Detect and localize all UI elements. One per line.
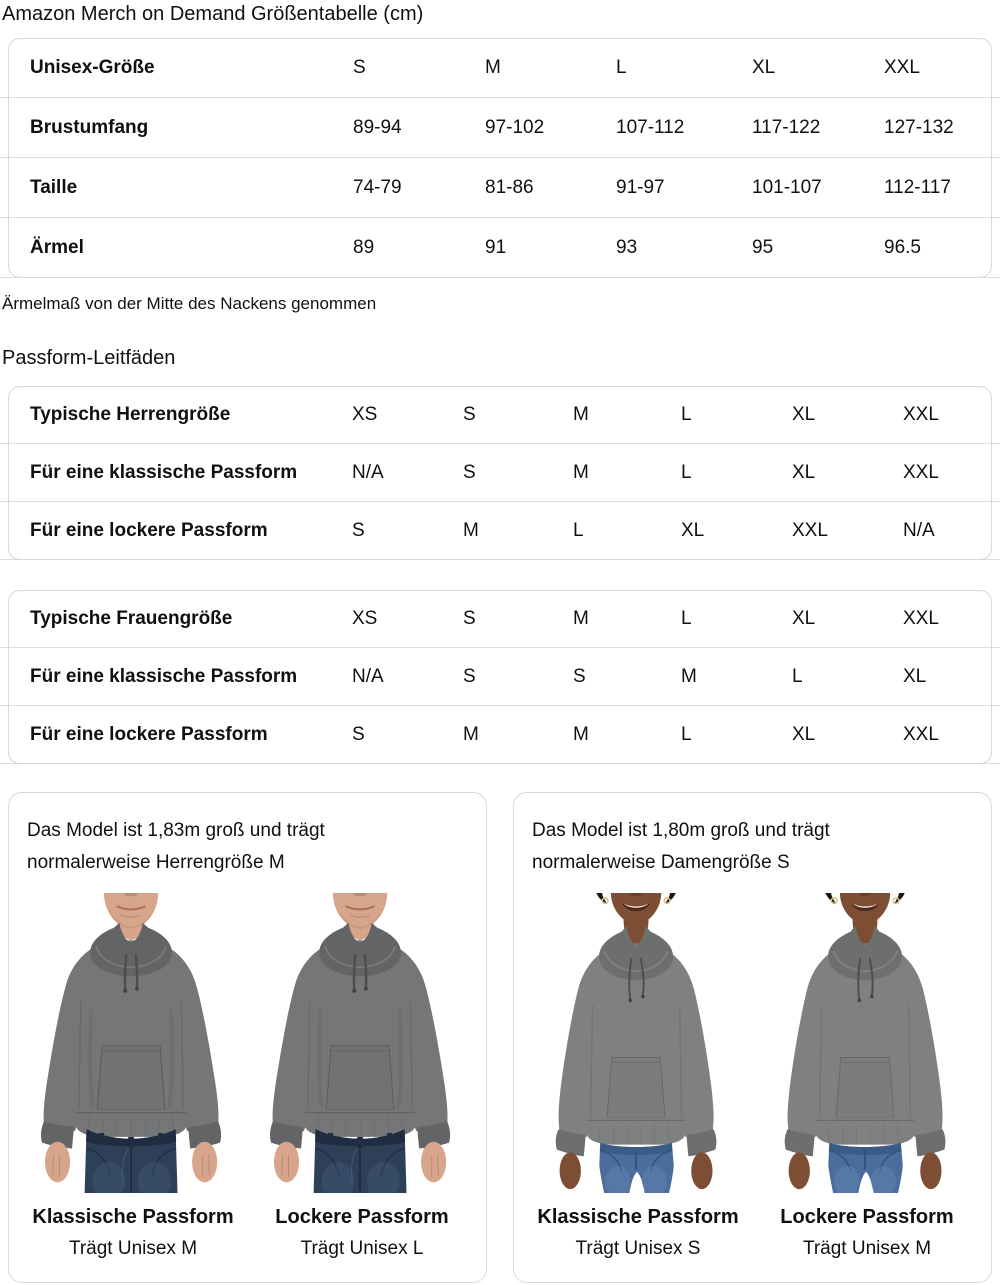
description-line: normalerweise Herrengröße M [27,852,285,873]
value-cell: S [352,723,365,745]
value-cell: M [681,665,697,687]
card-description [27,815,468,879]
row-label: Taille [30,176,78,198]
size-cell: XL [752,56,776,78]
value-cell: M [573,723,589,745]
value-cell: S [573,665,586,687]
caption-loose-fit [256,1205,468,1260]
fit-label: Lockere Passform [275,1206,449,1228]
size-cell: XXL [884,56,920,78]
value-cell: L [573,519,584,541]
table-row [0,502,1000,560]
value-cell: XL [792,461,816,483]
value-cell: L [681,607,692,629]
row-label: Brustumfang [30,116,149,138]
fit-guides-heading: Passform-Leitfäden [2,347,176,369]
table-row [0,98,1000,158]
photo-captions [532,1205,973,1260]
value-cell: 81-86 [485,176,534,198]
model-photo-female-loose-fit [761,893,973,1193]
row-label: Für eine klassische Passform [30,461,298,483]
card-description [532,815,973,879]
value-cell: 107-112 [616,116,685,138]
photo-captions [27,1205,468,1260]
row-label: Typische Herrengröße [30,403,231,425]
value-cell: XXL [903,607,939,629]
value-cell: N/A [352,461,384,483]
value-cell: 127-132 [884,116,954,138]
model-card-men [8,792,487,1283]
value-cell: XXL [903,461,939,483]
value-cell: M [573,607,589,629]
wears-label: Trägt Unisex L [300,1238,424,1259]
size-cell: L [616,56,627,78]
value-cell: M [573,461,589,483]
value-cell: XL [792,723,816,745]
value-cell: 95 [752,236,774,258]
fit-label: Lockere Passform [780,1206,954,1228]
caption-classic-fit [532,1205,744,1260]
value-cell: 96.5 [884,236,921,258]
model-photo-male-classic-fit [27,893,239,1193]
page-title: Amazon Merch on Demand Größentabelle (cm) [2,3,424,25]
value-cell: XS [352,607,378,629]
sleeve-measure-note: Ärmelmaß von der Mitte des Nackens genommen [2,294,377,313]
model-photos [532,893,973,1193]
unisex-size-table [0,38,1000,278]
value-cell: N/A [352,665,384,687]
size-cell: S [353,56,366,78]
value-cell: XXL [903,403,939,425]
value-cell: XL [681,519,705,541]
value-cell: L [681,403,692,425]
value-cell: S [463,607,476,629]
value-cell: L [792,665,803,687]
table-row [0,158,1000,218]
fit-label: Klassische Passform [32,1206,234,1228]
row-label: Ärmel [30,236,84,258]
value-cell: 97-102 [485,116,545,138]
value-cell: 101-107 [752,176,822,198]
value-cell: 117-122 [752,116,821,138]
model-card-women [513,792,992,1283]
size-cell: M [485,56,501,78]
value-cell: M [463,519,479,541]
table-row [0,38,1000,98]
row-label: Typische Frauengröße [30,607,233,629]
mens-fit-table [0,386,1000,560]
table-row [0,386,1000,444]
row-label: Unisex-Größe [30,56,155,78]
value-cell: L [681,723,692,745]
caption-loose-fit [761,1205,973,1260]
value-cell: M [573,403,589,425]
value-cell: XL [903,665,927,687]
value-cell: XL [792,403,816,425]
value-cell: XXL [903,723,939,745]
value-cell: 91 [485,236,507,258]
row-label: Für eine klassische Passform [30,665,298,687]
value-cell: 74-79 [353,176,402,198]
value-cell: S [463,665,476,687]
model-photos [27,893,468,1193]
wears-label: Trägt Unisex M [68,1238,198,1259]
value-cell: S [352,519,365,541]
value-cell: XL [792,607,816,629]
wears-label: Trägt Unisex S [575,1238,701,1259]
value-cell: 91-97 [616,176,665,198]
row-label: Für eine lockere Passform [30,723,268,745]
value-cell: XS [352,403,378,425]
model-cards [0,792,1000,1283]
value-cell: 112-117 [884,176,951,198]
value-cell: XXL [792,519,828,541]
value-cell: S [463,461,476,483]
womens-fit-table [0,590,1000,764]
value-cell: 89-94 [353,116,402,138]
wears-label: Trägt Unisex M [802,1238,932,1259]
model-photo-male-loose-fit [256,893,468,1193]
table-row [0,648,1000,706]
row-label: Für eine lockere Passform [30,519,268,541]
caption-classic-fit [27,1205,239,1260]
value-cell: M [463,723,479,745]
table-row [0,218,1000,278]
description-line: normalerweise Damengröße S [532,852,790,873]
value-cell: S [463,403,476,425]
description-line: Das Model ist 1,83m groß und trägt [27,820,325,841]
fit-label: Klassische Passform [537,1206,739,1228]
table-row [0,590,1000,648]
value-cell: 93 [616,236,638,258]
model-photo-female-classic-fit [532,893,744,1193]
description-line: Das Model ist 1,80m groß und trägt [532,820,830,841]
value-cell: N/A [903,519,935,541]
table-row [0,706,1000,764]
table-row [0,444,1000,502]
value-cell: 89 [353,236,375,258]
value-cell: L [681,461,692,483]
